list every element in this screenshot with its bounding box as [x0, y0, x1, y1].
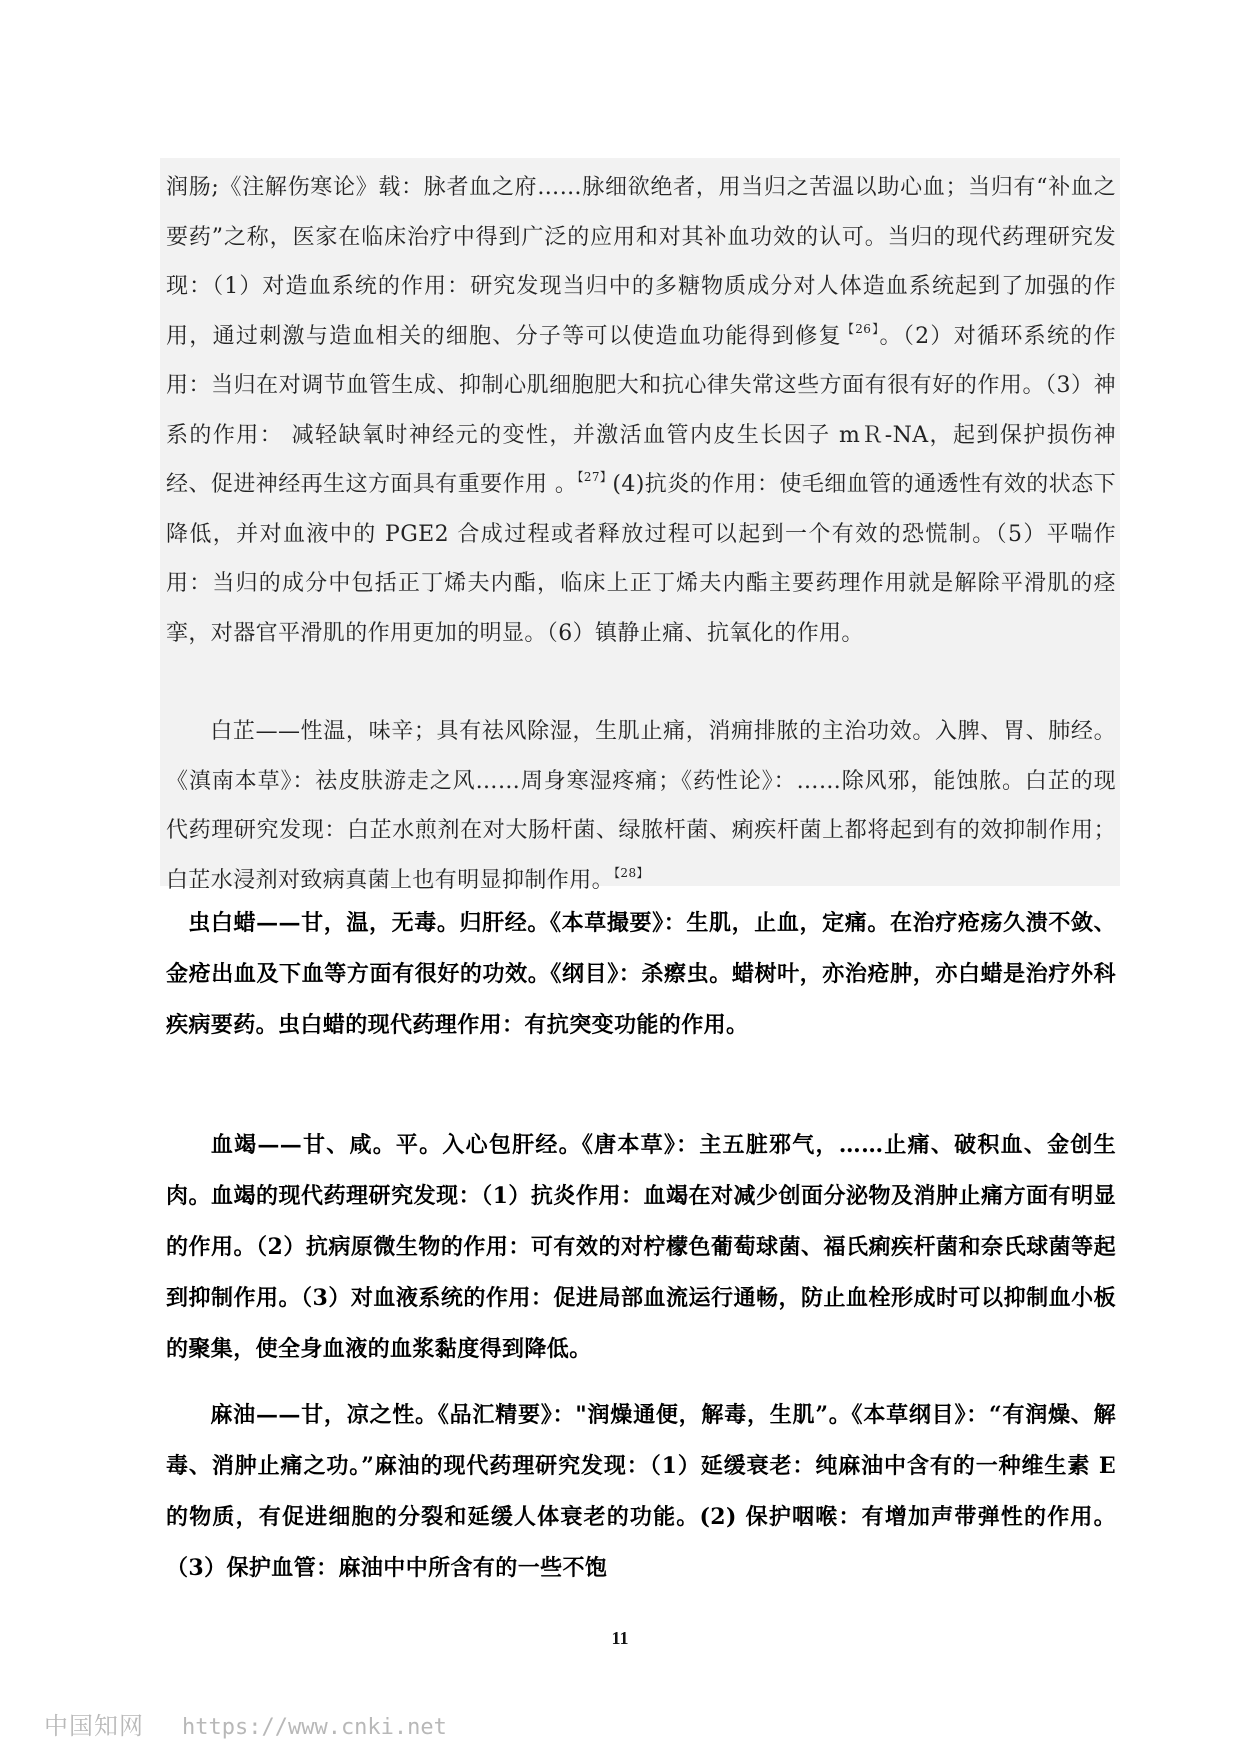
citation-28[interactable]: 【28】: [614, 865, 649, 880]
citation-26[interactable]: 【26】: [841, 321, 880, 336]
paragraph-danggui-part-b: 。（2）对循环系统的作用：当归在对调节血管生成、抑制心肌细胞肥大和抗心律失常这些方面有很有好的作用。（3）神系的作用： 减轻缺氧时神经元的变性，并激活血管内皮生长因子 mＲ-NA，起到保护损伤神经、促进神经再生这方面具有重要作用 。: [166, 323, 1116, 497]
page-number: 11: [611, 1628, 629, 1648]
watermark-brand: 中国知网: [44, 1712, 144, 1740]
paragraph-xuejie: [166, 1120, 1116, 1375]
cnki-watermark: [44, 1706, 447, 1741]
citation-27[interactable]: 【27】: [577, 470, 613, 484]
paragraph-baizhi-text: 白芷——性温，味辛；具有祛风除湿，生肌止痛，消痈排脓的主治功效。入脾、胃、肺经。《滇南本草》：祛皮肤游走之风……周身寒湿疼痛；《药性论》：……除风邪，能蚀脓。白芷的现代药理研究发现：白芷水煎剂在对大肠杆菌、绿脓杆菌、痢疾杆菌上都将起到有的效抑制作用；白芷水浸剂对致病真菌上也有明显抑制作用。: [166, 719, 1116, 893]
paragraph-mayou: [166, 1390, 1116, 1594]
paragraph-danggui-part-a: 润肠;《注解伤寒论》载：脉者血之府……脉细欲绝者，用当归之苦温以助心血；当归有“补血之要药”之称，医家在临床治疗中得到广泛的应用和对其补血功效的认可。当归的现代药理研究发现：（1）对造血系统的作用：研究发现当归中的多糖物质成分对人体造血系统起到了加强的作用，通过刺激与造血相关的细胞、分子等可以使造血功能得到修复: [166, 175, 1116, 349]
paragraph-danggui-part-c: (4)抗炎的作用：使毛细血管的通透性有效的状态下降低，并对血液中的 PGE2 合成过程或者释放过程可以起到一个有效的恐慌制。（5）平喘作用：当归的成分中包括正丁烯夫内酯，临床上正丁烯夫内酯主要药理作用就是解除平滑肌的痉挛，对器官平滑肌的作用更加的明显。（6）镇静止痛、抗氧化的作用。: [166, 472, 1116, 646]
paragraph-chongbaila-text: 虫白蜡——甘，温，无毒。归肝经。《本草撮要》：生肌，止血，定痛。在治疗疮疡久溃不敛、金疮出血及下血等方面有很好的功效。《纲目》：杀瘵虫。蜡树叶，亦治疮肿，亦白蜡是治疗外科疾病要药。虫白蜡的现代药理作用：有抗突变功能的作用。: [166, 910, 1116, 1038]
paragraph-xuejie-text: 血竭——甘、咸。平。入心包肝经。《唐本草》：主五脏邪气，……止痛、破积血、金创生肉。血竭的现代药理研究发现：（1）抗炎作用：血竭在对减少创面分泌物及消肿止痛方面有明显的作用。（2）抗病原微生物的作用：可有效的对柠檬色葡萄球菌、福氏痢疾杆菌和奈氏球菌等起到抑制作用。（3）对血液系统的作用：促进局部血流运行通畅，防止血栓形成时可以抑制血小板的聚集，使全身血液的血浆黏度得到降低。: [166, 1132, 1116, 1362]
paragraph-mayou-text: 麻油——甘，凉之性。《品汇精要》："润燥通便，解毒，生肌”。《本草纲目》：“有润燥、解毒、消肿止痛之功。”麻油的现代药理研究发现：（1）延缓衰老：纯麻油中含有的一种维生素 E 的物质，有促进细胞的分裂和延缓人体衰老的功能。(2) 保护咽喉：有增加声带弹性的作用。（3）保护血管：麻油中中所含有的一些不饱: [166, 1402, 1116, 1581]
watermark-url[interactable]: https://www.cnki.net: [182, 1715, 447, 1740]
paragraph-baizhi: [166, 707, 1116, 905]
paragraph-danggui: [166, 163, 1116, 658]
paragraph-chongbaila: [166, 898, 1116, 1051]
